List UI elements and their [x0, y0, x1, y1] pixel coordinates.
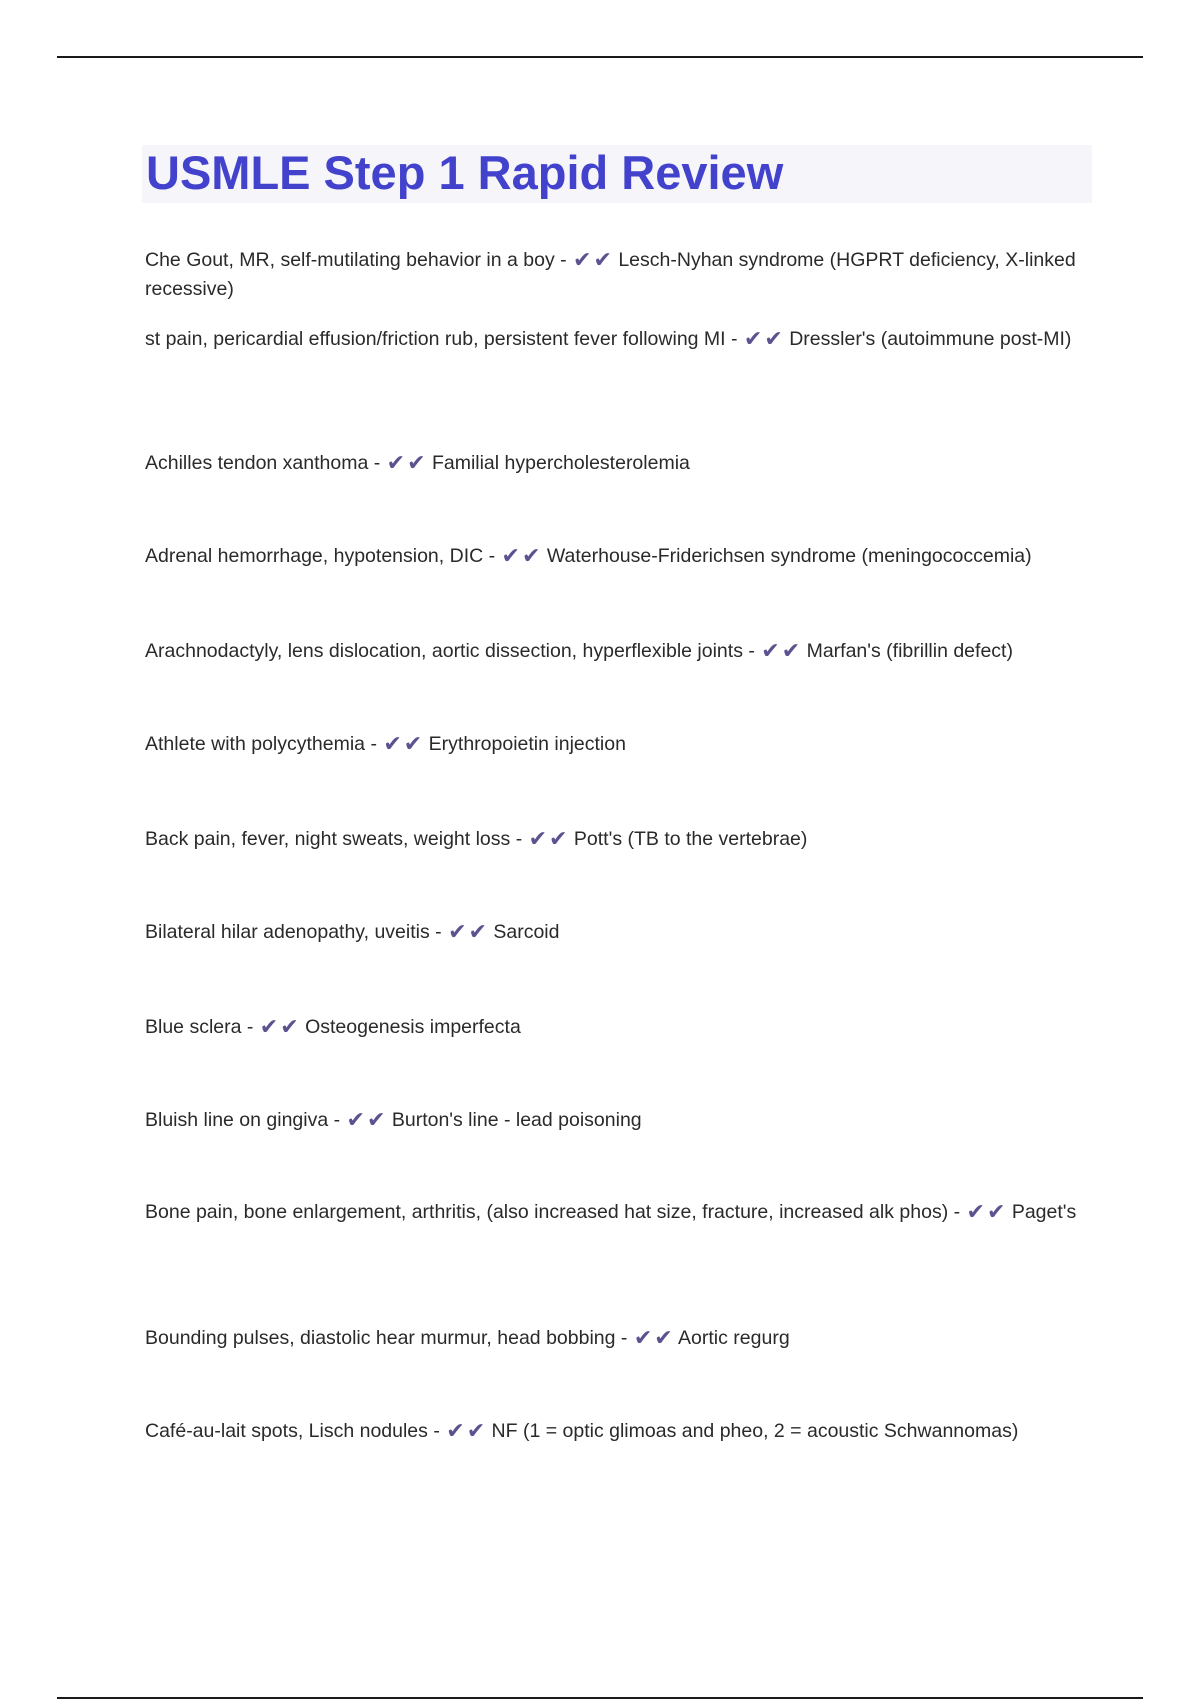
entry-answer: Lesch-Nyhan syndrome (HGPRT deficiency, X-linked recessive) — [145, 249, 1076, 300]
list-item — [145, 449, 1085, 478]
list-item — [145, 637, 1085, 666]
check-icon: ✔ — [448, 920, 467, 945]
entry-answer: Burton's line - lead poisoning — [391, 1109, 642, 1131]
check-icon: ✔ — [468, 920, 487, 945]
entry-question: Achilles tendon xanthoma - — [145, 452, 381, 474]
entry-question: Arachnodactyly, lens dislocation, aortic dissection, hyperflexible joints - — [145, 640, 755, 662]
list-item — [145, 1417, 1085, 1446]
check-icon: ✔ — [407, 451, 426, 476]
check-icon: ✔ — [528, 827, 548, 852]
entry-answer: Waterhouse-Friderichsen syndrome (meningococcemia) — [546, 545, 1032, 567]
list-item — [145, 918, 1085, 947]
entry-answer: Aortic regurg — [678, 1327, 790, 1349]
entry-answer: Osteogenesis imperfecta — [305, 1016, 521, 1038]
entry-question: Bounding pulses, diastolic hear murmur, head bobbing - — [145, 1327, 628, 1349]
entry-question: Bluish line on gingiva - — [145, 1109, 341, 1131]
check-icon: ✔ — [366, 1108, 386, 1133]
list-item — [145, 246, 1085, 304]
entry-question: Adrenal hemorrhage, hypotension, DIC - — [145, 545, 496, 567]
list-item — [145, 825, 1085, 854]
entry-answer: Pott's (TB to the vertebrae) — [573, 828, 808, 850]
entry-answer: Dressler's (autoimmune post-MI) — [789, 328, 1072, 350]
entry-question: st pain, pericardial effusion/friction rub, persistent fever following MI - — [145, 328, 738, 350]
list-item — [145, 1106, 1085, 1135]
check-icon: ✔ — [573, 248, 592, 273]
entry-answer: Sarcoid — [493, 921, 560, 943]
entry-question: Back pain, fever, night sweats, weight loss - — [145, 828, 523, 850]
entry-answer: Familial hypercholesterolemia — [431, 452, 690, 474]
check-icon: ✔ — [466, 1419, 486, 1444]
entry-answer: Paget's — [1011, 1201, 1077, 1223]
entry-question: Bone pain, bone enlargement, arthritis, (also increased hat size, fracture, increased alk phos) - — [145, 1201, 961, 1223]
list-item — [145, 730, 1085, 759]
check-icon: ✔ — [521, 544, 541, 569]
check-icon: ✔ — [549, 827, 568, 852]
list-item — [145, 1013, 1085, 1042]
entry-question: Café-au-lait spots, Lisch nodules - — [145, 1420, 440, 1442]
entry-question: Bilateral hilar adenopathy, uveitis - — [145, 921, 442, 943]
list-item — [145, 1324, 1085, 1353]
check-icon: ✔ — [633, 1326, 653, 1351]
check-icon: ✔ — [501, 544, 520, 569]
page-title: USMLE Step 1 Rapid Review — [146, 146, 784, 199]
check-icon: ✔ — [593, 248, 612, 273]
check-icon: ✔ — [966, 1200, 985, 1225]
check-icon: ✔ — [383, 732, 402, 757]
check-icon: ✔ — [761, 639, 780, 664]
check-icon: ✔ — [403, 732, 423, 757]
list-item — [145, 325, 1085, 354]
bottom-rule — [57, 1697, 1143, 1699]
entry-answer: NF (1 = optic glimoas and pheo, 2 = acoustic Schwannomas) — [491, 1420, 1019, 1442]
check-icon: ✔ — [986, 1200, 1006, 1225]
entry-answer: Erythropoietin injection — [428, 733, 626, 755]
entry-question: Athlete with polycythemia - — [145, 733, 377, 755]
entry-question: Che Gout, MR, self-mutilating behavior in a boy - — [145, 249, 567, 271]
list-item — [145, 542, 1085, 571]
top-rule — [57, 56, 1143, 58]
check-icon: ✔ — [446, 1419, 465, 1444]
check-icon: ✔ — [259, 1015, 279, 1040]
entry-answer: Marfan's (fibrillin defect) — [806, 640, 1013, 662]
check-icon: ✔ — [764, 327, 783, 352]
entry-question: Blue sclera - — [145, 1016, 254, 1038]
check-icon: ✔ — [781, 639, 801, 664]
check-icon: ✔ — [280, 1015, 299, 1040]
check-icon: ✔ — [386, 451, 406, 476]
check-icon: ✔ — [346, 1108, 365, 1133]
check-icon: ✔ — [743, 327, 763, 352]
list-item — [145, 1196, 1085, 1228]
check-icon: ✔ — [654, 1326, 673, 1351]
